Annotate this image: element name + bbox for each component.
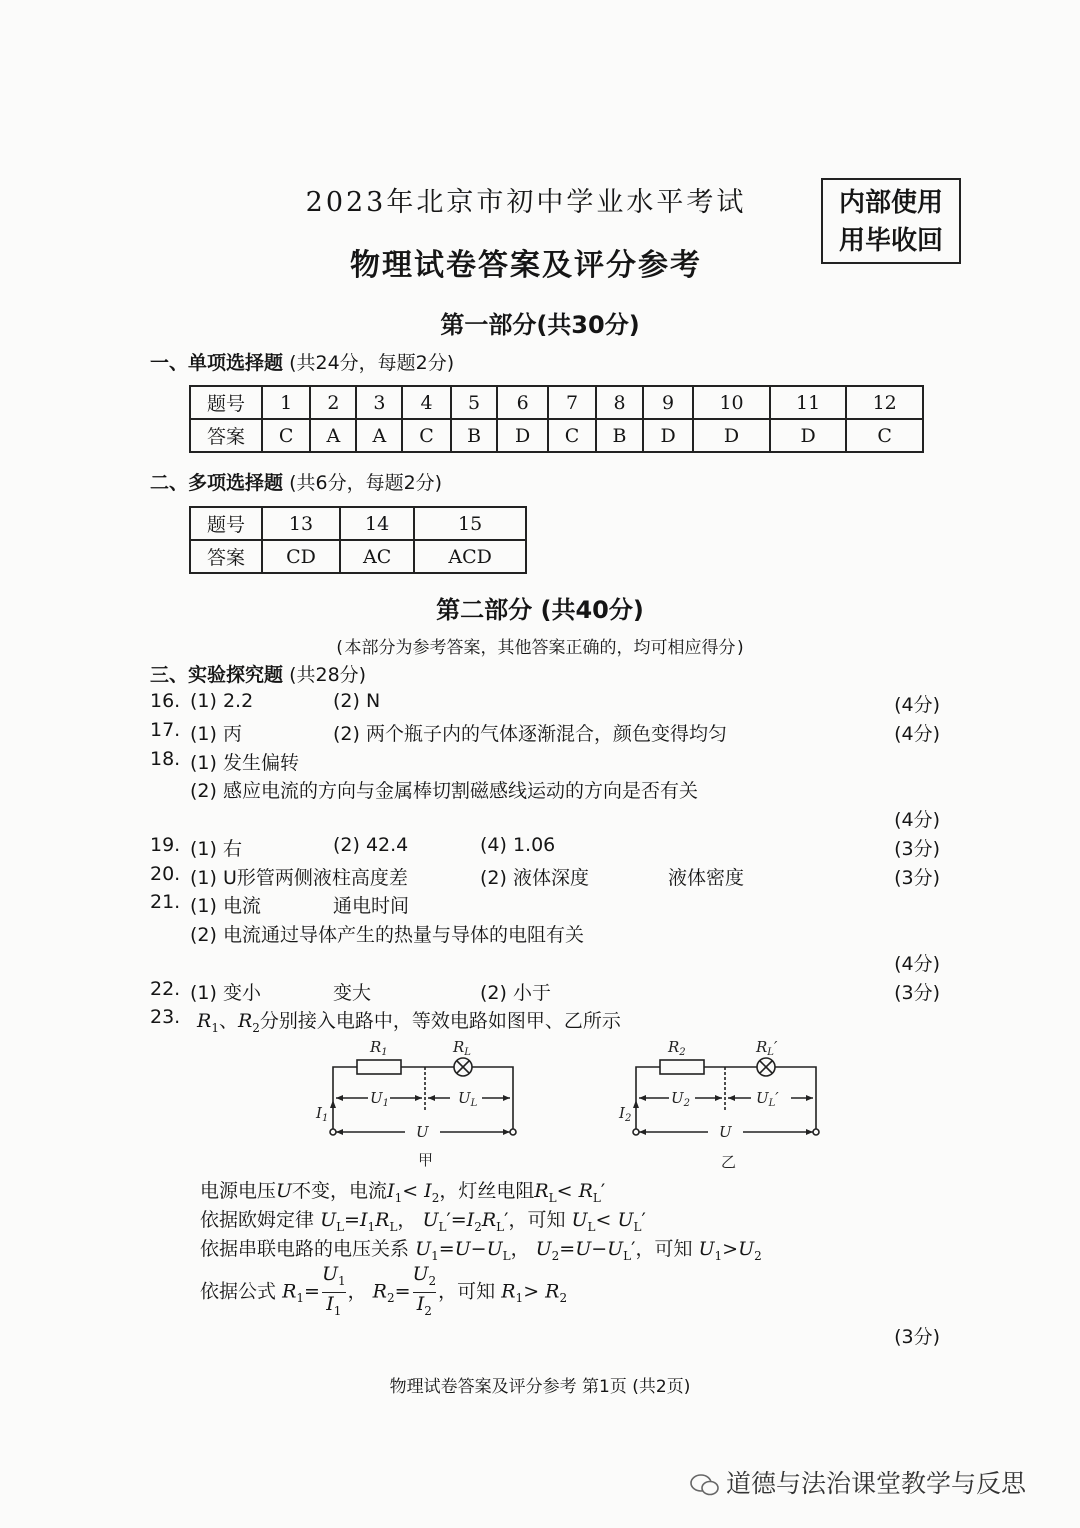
svg-text:RL′: $R_L'$ [756,1038,778,1058]
svg-text:RL: $R_L$ [453,1038,471,1058]
multiple-choice-answer-table [189,506,527,574]
answer-part: (2) N [333,690,381,712]
document-title: 物理试卷答案及评分参考 [350,248,702,283]
answer-part: (1) 电流 [190,895,261,917]
question-number: 23. [150,1006,181,1028]
answer-cell: B [451,419,498,452]
answer-q22 [150,978,940,1006]
question-number-cell: 15 [414,507,526,540]
q23-line1: 电源电压U不变，电流$I_1< I_2$，灯丝电阻$R_L< R_L'$ [200,1180,606,1205]
question-number-cell: 3 [356,386,402,419]
question-number-cell: 6 [497,386,547,419]
q23-text: 不变，电流 [292,1180,388,1202]
answer-q23-intro: 23. $R_1$、$R_2$分别接入电路中，等效电路如图甲、乙所示 [150,1006,621,1035]
question-number-cell: 1 [262,386,310,419]
answer-cell: B [596,419,643,452]
wechat-icon [690,1474,720,1496]
answer-part: 液体密度 [668,867,745,889]
answer-cell: D [693,419,770,452]
circuit-diagrams [300,1030,860,1180]
row-label: 答案 [190,540,262,573]
score: (3分) [894,867,940,889]
answer-cell: CD [262,540,340,573]
section2-info: (共6分，每题2分) [289,472,443,494]
q23-text: ，可知 [508,1209,566,1231]
answer-part: (1) 丙 [190,723,242,745]
answer-part: (2) 电流通过导体产生的热量与导体的电阻有关 [190,924,584,946]
q23-text: 电源电压 [200,1180,277,1202]
answer-part: (1) 右 [190,838,242,860]
q23-text: ，可知 [635,1238,693,1260]
q23-score: (3分) [894,1326,940,1348]
q23-text: ，灯丝电阻 [439,1180,535,1202]
q23-line4: 依据公式 $R_1=$ $\frac{U_1}{I_1}$ ， $R_2=$ $\frac{U_2}{I_2}$ ，可知 $R_1> R_2$ [200,1263,567,1322]
answer-cell: C [846,419,923,452]
q23-line2: 依据欧姆定律 $U_L=I_1R_L$， $U_L'=I_2R_L'$，可知 $U_L< U_L'$ [200,1209,646,1234]
table-row-questions [190,386,923,419]
answer-q17 [150,719,940,747]
question-number-cell: 10 [693,386,770,419]
answer-cell: A [356,419,402,452]
section2-title: 二、多项选择题 [150,472,284,494]
table-row-answers [190,419,923,452]
section1-info: (共24分，每题2分) [289,352,455,374]
question-number-cell: 5 [451,386,498,419]
score: (4分) [894,809,940,831]
question-number: 17. [150,719,181,741]
question-number-cell: 8 [596,386,643,419]
score: (3分) [894,982,940,1004]
score: (4分) [894,953,940,975]
part2-note: (本部分为参考答案，其他答案正确的，均可相应得分) [334,638,746,658]
question-number: 21. [150,891,181,913]
question-number-cell: 9 [643,386,693,419]
circuit-a-caption: 甲 [418,1151,434,1169]
fraction-u2-i2: $\frac{U_2}{I_2}$ [412,1263,437,1318]
answer-q16 [150,690,940,718]
section3-heading [150,660,366,687]
svg-text:I2: $I_2$ [619,1104,632,1124]
answer-part: (1) 变小 [190,982,261,1004]
question-number: 22. [150,978,181,1000]
answer-part: (2) 42.4 [333,834,409,856]
q23-line3: 依据串联电路的电压关系 $U_1=U-U_L$， $U_2=U-U_L'$，可知 $U_1>U_2$ [200,1238,762,1263]
part1-title: 第一部分(共30分) [440,311,640,339]
answer-q19 [150,834,940,862]
circuit-b-caption: 乙 [721,1153,737,1171]
question-number-cell: 11 [770,386,847,419]
svg-text:U: U [416,1123,429,1141]
score: (4分) [894,694,940,716]
answer-cell: D [497,419,547,452]
row-label: 题号 [190,386,262,419]
svg-text:I1: $I_1$ [316,1104,329,1124]
svg-text:U: U [719,1123,732,1141]
watermark [690,1464,1026,1500]
question-number-cell: 2 [310,386,356,419]
answer-part: (2) 感应电流的方向与金属棒切割磁感线运动的方向是否有关 [190,780,698,802]
answer-part: (2) 两个瓶子内的气体逐渐混合，颜色变得均匀 [333,723,727,745]
fraction-u1-i1: $\frac{U_1}{I_1}$ [321,1263,346,1318]
section3-title: 三、实验探究题 [150,664,284,686]
question-number-cell: 14 [340,507,414,540]
svg-text:U1: $U_1$ [370,1089,390,1109]
section1-heading [150,348,454,375]
part2-title: 第二部分 (共40分) [436,596,644,624]
question-number: 16. [150,690,181,712]
answer-part: 变大 [333,982,372,1004]
question-number-cell: 7 [548,386,596,419]
answer-part: (1) 发生偏转 [190,752,299,774]
answer-cell: D [643,419,693,452]
answer-part: (1) U形管两侧液柱高度差 [190,867,408,889]
answer-q21-score [150,949,940,977]
answer-cell: C [402,419,450,452]
answer-part: (2) 小于 [480,982,551,1004]
q23-text: 依据欧姆定律 [200,1209,315,1231]
svg-text:R1: $R_1$ [370,1038,388,1058]
answer-cell: D [770,419,847,452]
answer-q18-line2 [150,776,940,804]
answer-cell: C [262,419,310,452]
answer-part: (1) 2.2 [190,690,254,712]
circuit-b-labels [618,1038,779,1141]
svg-text:U2: $U_2$ [671,1089,691,1109]
watermark-text: 道德与法治课堂教学与反思 [726,1469,1027,1498]
section2-heading [150,468,442,495]
section1-title: 一、单项选择题 [150,352,284,374]
question-number-cell: 12 [846,386,923,419]
stamp-line-1: 内部使用 [838,188,943,218]
answer-q20 [150,863,940,891]
q23-intro-text: 分别接入电路中，等效电路如图甲、乙所示 [259,1010,621,1032]
answer-cell: AC [340,540,414,573]
question-number: 19. [150,834,181,856]
page-footer: 物理试卷答案及评分参考 第1页 (共2页) [389,1377,691,1397]
question-number: 20. [150,863,181,885]
q23-text: ，可知 [438,1280,496,1303]
svg-text:UL: $U_L$ [458,1089,478,1109]
circuit-a-labels [315,1038,478,1141]
answer-part: (2) 液体深度 [480,867,589,889]
score: (3分) [894,838,940,860]
answer-q21-line2 [150,920,940,948]
answer-cell: A [310,419,356,452]
q23-text: 依据公式 [200,1280,277,1303]
answer-cell: C [548,419,596,452]
section3-info: (共28分) [289,664,367,686]
answer-part: 通电时间 [333,895,410,917]
question-number-cell: 4 [402,386,450,419]
answer-cell: ACD [414,540,526,573]
exam-title: 2023年北京市初中学业水平考试 [305,187,747,218]
question-number: 18. [150,748,181,770]
svg-text:R2: $R_2$ [668,1038,686,1058]
stamp-line-2: 用毕收回 [838,226,943,256]
single-choice-answer-table [189,385,924,453]
answer-q21 [150,891,940,919]
row-label: 答案 [190,419,262,452]
table-row-questions [190,507,526,540]
question-number-cell: 13 [262,507,340,540]
q23-text: 依据串联电路的电压关系 [200,1238,410,1260]
svg-text:UL′: $U_L'$ [756,1089,779,1109]
score: (4分) [894,723,940,745]
table-row-answers [190,540,526,573]
row-label: 题号 [190,507,262,540]
answer-q18-score [150,805,940,833]
internal-use-stamp [821,178,961,264]
answer-q18 [150,748,940,776]
answer-part: (4) 1.06 [480,834,556,856]
